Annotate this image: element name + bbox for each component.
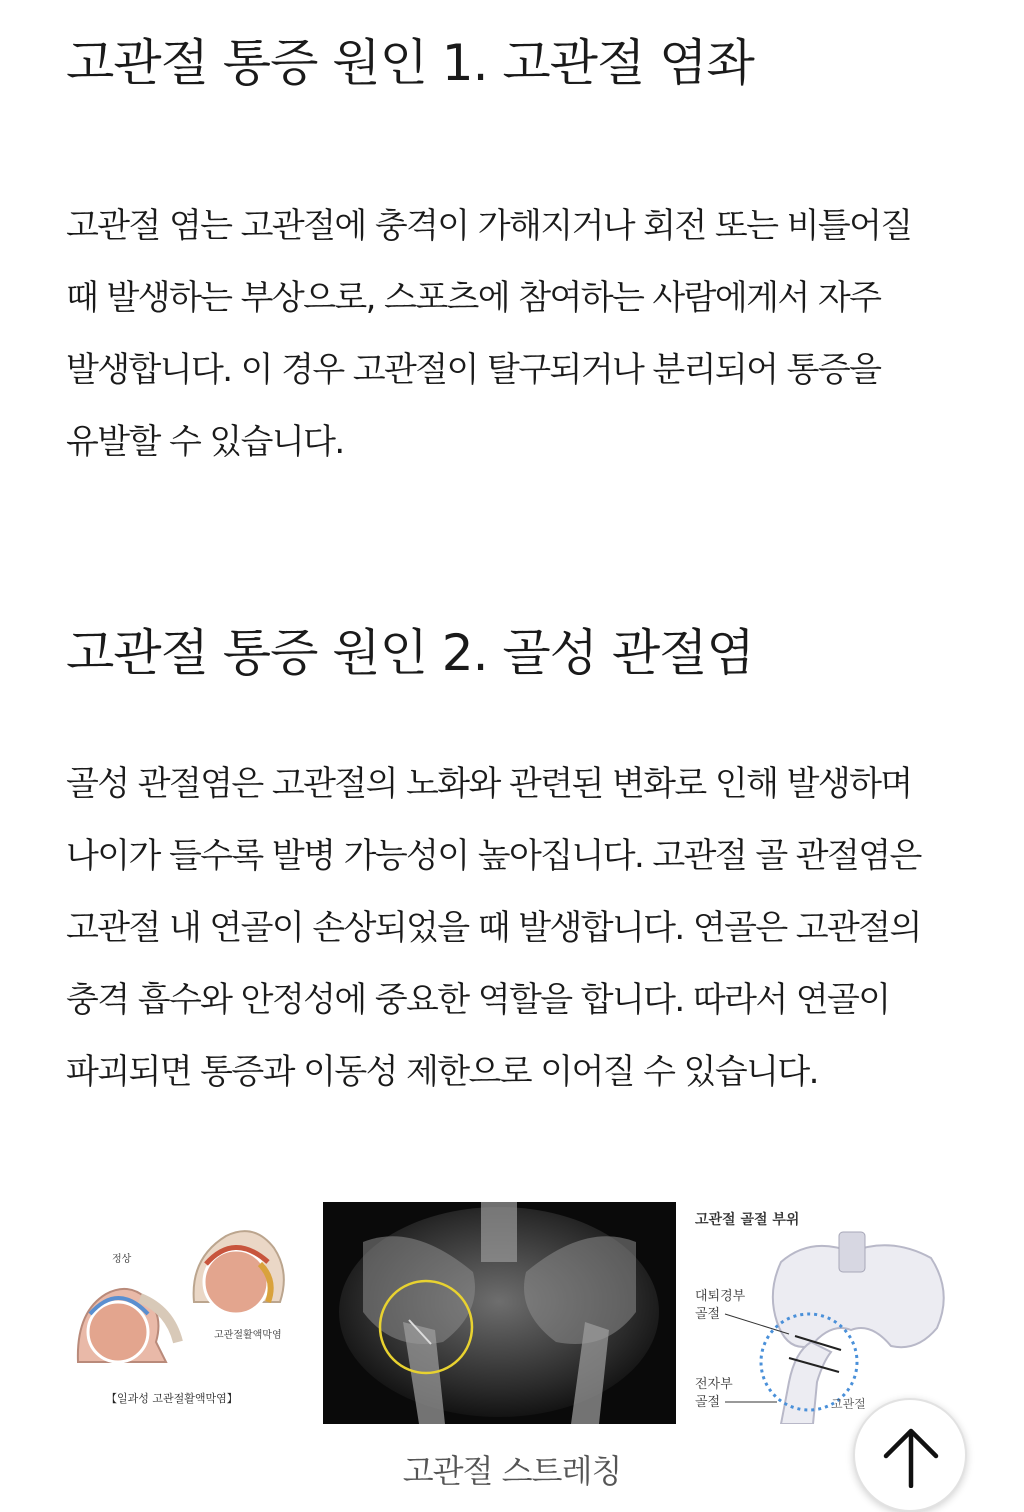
article-content: [66, 0, 946, 1108]
normal-label: 정상: [112, 1254, 132, 1265]
section-heading-1: 고관절 통증 원인 1. 고관절 염좌: [66, 34, 754, 92]
arrow-up-icon: [882, 1426, 940, 1488]
section-heading-2: 고관절 통증 원인 2. 골성 관절염: [66, 624, 754, 682]
fracture-title: 고관절 골절 부위: [695, 1212, 800, 1228]
synovitis-illustration: [66, 1202, 306, 1424]
image-caption: 고관절 스트레칭: [402, 1452, 622, 1490]
section-body-1: 고관절 염는 고관절에 충격이 가해지거나 회전 또는 비틀어질 때 발생하는 부상으로, 스포츠에 참여하는 사람에게서 자주 발생합니다. 이 경우 고관절이 탈구되거나 분리되어 통증을 유발할 수 있습니다.: [66, 206, 912, 462]
intertrochanteric-label-1: 전자부: [695, 1377, 733, 1392]
hip-joint-label: 고관절: [831, 1397, 866, 1411]
scroll-to-top-button[interactable]: [853, 1398, 967, 1512]
greater-fracture-label-1: 대퇴경부: [695, 1289, 746, 1304]
section-body-2: 골성 관절염은 고관절의 노화와 관련된 변화로 인해 발생하며 나이가 들수록 발병 가능성이 높아집니다. 고관절 골 관절염은 고관절 내 연골이 손상되었을 때 발생합니다. 연골은 고관절의 충격 흡수와 안정성에 중요한 역할을 합니다. 따라서 연골이 파괴되면 통증과 이동성 제한으로 이어질 수 있습니다.: [66, 764, 921, 1092]
fracture-site-diagram: [691, 1202, 956, 1424]
figure-row: [66, 1202, 956, 1424]
pelvis-xray-image: [323, 1202, 676, 1424]
disease-label: 고관절활액막염: [214, 1330, 282, 1341]
synovitis-caption: 【일과성 고관절활액막염】: [106, 1392, 238, 1405]
intertrochanteric-label-2: 골절: [695, 1395, 721, 1410]
greater-fracture-label-2: 골절: [695, 1307, 721, 1322]
